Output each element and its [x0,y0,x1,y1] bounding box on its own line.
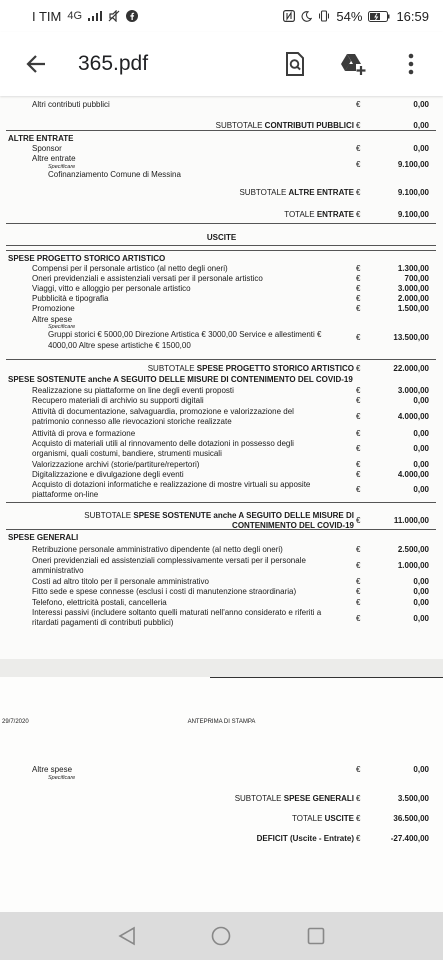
line-label: Digitalizzazione e divulgazione degli eventi [32,470,184,479]
line-label: piattaforme on-line [32,490,99,499]
section-heading: SPESE GENERALI [8,533,79,542]
euro-sign: € [356,598,361,607]
amount-value: 0,00 [413,485,429,494]
subtotal-prefix: SUBTOTALE [215,121,265,130]
euro-sign: € [356,144,361,153]
amount-value: 700,00 [404,274,429,283]
line-label: organismi, quali costumi, bandiere, strumenti musicali [32,449,222,458]
amount-value: 0,00 [413,614,429,623]
euro-sign: € [356,160,361,169]
euro-sign: € [356,429,361,438]
search-in-document-button[interactable] [275,44,315,84]
document-title: 365.pdf [78,52,149,75]
section-heading: SPESE SOSTENUTE anche A SEGUITO DELLE MISURE DI CONTENIMENTO DEL COVID-19 [8,375,353,384]
status-bar [0,0,443,32]
euro-sign: € [356,614,361,623]
line-label: patrimonio connesso alle rievocazioni storiche realizzate [32,417,232,426]
line-label: 4000,00 Altre spese artistiche € 1500,00 [48,341,191,350]
mute-icon [108,10,120,22]
line-label: Oneri previdenziali ed assistenziali complessivamente versati per il personale [32,556,306,565]
amount-value: 0,00 [413,121,429,130]
euro-sign: € [356,210,361,219]
euro-sign: € [356,814,361,823]
battery-percent: 54% [336,8,363,24]
euro-sign: € [356,765,361,774]
line-label: Altre spese [32,315,73,324]
circle-home-icon [211,926,231,946]
line-label: Altri contributi pubblici [32,100,110,109]
euro-sign: € [356,188,361,197]
carrier-label: I TIM [32,8,62,24]
divider [6,250,436,251]
amount-value: 22.000,00 [393,364,429,373]
subtotal-name: USCITE [324,814,354,823]
amount-value: 3.500,00 [397,794,429,803]
subtotal-name: SPESE GENERALI [283,794,354,803]
more-options-button[interactable] [391,44,431,84]
drive-add-icon [340,52,366,76]
euro-sign: € [356,545,361,554]
page-edge [210,677,443,678]
network-type: 4G [67,10,83,22]
signal-icon [88,11,102,21]
line-label: Altre entrate [32,154,76,163]
divider [6,223,436,224]
arrow-back-icon [25,53,47,75]
more-vert-icon [408,53,414,75]
line-label: Fitto sede e spese connesse (esclusi i costi di manutenzione straordinaria) [32,587,297,596]
line-label: Acquisto di dotazioni informatiche e realizzazione di mostre virtuali su apposite [32,480,311,489]
subtotal-label [284,210,354,220]
print-preview-label: ANTEPRIMA DI STAMPA [187,719,256,725]
subtotal-prefix: TOTALE [292,814,325,823]
deficit-label: DEFICIT (Uscite - Entrate) [256,834,354,843]
euro-sign: € [356,561,361,570]
euro-sign: € [356,304,361,313]
amount-value: 36.500,00 [393,814,429,823]
line-label: Pubblicità e tipografia [32,294,109,303]
line-label: Cofinanziamento Comune di Messina [48,170,181,179]
euro-sign: € [356,444,361,453]
app-bar [0,32,443,96]
euro-sign: € [356,364,361,373]
battery-icon [368,11,390,22]
line-label: Retribuzione personale amministrativo dipendente (al netto degli oneri) [32,545,283,554]
euro-sign: € [356,100,361,109]
line-label: Sponsor [32,144,62,153]
line-label: Specificare [48,775,76,781]
subtotal-name: ENTRATE [316,210,354,219]
euro-sign: € [356,396,361,405]
line-label: Promozione [32,304,75,313]
clock: 16:59 [396,8,429,24]
amount-value: 13.500,00 [393,333,429,342]
subtotal-label [235,794,354,804]
vibrate-icon [318,10,330,22]
amount-value: 3.000,00 [397,284,429,293]
euro-sign: € [356,412,361,421]
line-label: Compensi per il personale artistico (al netto degli oneri) [32,264,228,273]
nav-home-button[interactable] [206,921,236,951]
line-label: Gruppi storici € 5000,00 Direzione Artistica € 3000,00 Service e allestimenti € [48,330,322,339]
euro-sign: € [356,274,361,283]
subtotal-label [216,121,354,131]
amount-value: 0,00 [413,144,429,153]
amount-value: 0,00 [413,587,429,596]
triangle-back-icon [118,926,136,946]
subtotal-label [84,511,354,521]
amount-value: 11.000,00 [393,516,429,525]
line-label: Telefono, elettricità postali, cancelleria [32,598,167,607]
amount-value: 0,00 [413,460,429,469]
euro-sign: € [356,333,361,342]
subtotal-prefix: SUBTOTALE [239,188,289,197]
subtotal-name-cont: CONTENIMENTO DEL COVID-19 [232,521,354,530]
section-heading: SPESE PROGETTO STORICO ARTISTICO [8,254,166,263]
line-label: Realizzazione su piattaforme on line degli eventi proposti [32,386,234,395]
subtotal-name: SPESE SOSTENUTE anche A SEGUITO DELLE MISURE DI [133,511,354,520]
nav-back-button[interactable] [112,921,142,951]
line-label: Viaggi, vitto e alloggio per personale artistico [32,284,191,293]
amount-value: 2.500,00 [397,545,429,554]
pdf-viewer[interactable] [0,96,443,912]
euro-sign: € [356,587,361,596]
amount-value: 0,00 [413,429,429,438]
amount-value: 1.500,00 [397,304,429,313]
subtotal-name: ALTRE ENTRATE [288,188,354,197]
line-label: Acquisto di materiali utili al rinnovamento delle dotazioni in possesso degli [32,439,294,448]
line-label: Altre spese [32,765,73,774]
line-label: amministrativo [32,566,84,575]
subtotal-label [292,814,354,824]
amount-value: 2.000,00 [397,294,429,303]
amount-value: 4.000,00 [397,470,429,479]
amount-value: 0,00 [413,396,429,405]
euro-sign: € [356,294,361,303]
divider [6,245,436,246]
line-label: Specificare [48,164,76,170]
amount-value: 0,00 [413,444,429,453]
section-title: USCITE [206,233,237,242]
amount-value: 1.300,00 [397,264,429,273]
euro-sign: € [356,386,361,395]
amount-value: 1.000,00 [397,561,429,570]
subtotal-name: SPESE PROGETTO STORICO ARTISTICO [196,364,354,373]
amount-value: 0,00 [413,577,429,586]
document-search-icon [284,52,306,76]
amount-value: 9.100,00 [397,160,429,169]
facebook-icon [126,10,138,22]
square-recents-icon [307,927,325,945]
amount-value: 3.000,00 [397,386,429,395]
subtotal-prefix: SUBTOTALE [147,364,197,373]
line-label: Attività di documentazione, salvaguardia, promozione e valorizzazione del [32,407,294,416]
euro-sign: € [356,577,361,586]
euro-sign: € [356,284,361,293]
line-label: Specificare [48,324,76,330]
page-gap [0,659,443,677]
line-label: Costi ad altro titolo per il personale amministrativo [32,577,209,586]
line-label: Attività di prova e formazione [32,429,136,438]
euro-sign: € [356,460,361,469]
euro-sign: € [356,516,361,525]
moon-icon [301,11,312,22]
euro-sign: € [356,470,361,479]
line-label: Recupero materiali di archivio su supporti digitali [32,396,204,405]
back-button[interactable] [18,46,54,82]
subtotal-prefix: TOTALE [284,210,317,219]
divider [6,502,436,503]
amount-value: 9.100,00 [397,188,429,197]
line-label: 29/7/2020 [2,719,29,725]
subtotal-prefix: SUBTOTALE [84,511,134,520]
amount-value: -27.400,00 [390,834,429,843]
pdf-page-2 [0,677,443,912]
euro-sign: € [356,121,361,130]
pdf-page-1 [0,96,443,659]
divider [6,529,436,530]
amount-value: 0,00 [413,765,429,774]
amount-value: 0,00 [413,598,429,607]
line-label: ritardati pagamenti di contributi pubblici) [32,618,174,627]
nav-recents-button[interactable] [301,921,331,951]
add-to-drive-button[interactable] [333,44,373,84]
amount-value: 4.000,00 [397,412,429,421]
section-heading: ALTRE ENTRATE [8,134,74,143]
nfc-icon [283,10,295,22]
subtotal-label [148,364,354,374]
euro-sign: € [356,485,361,494]
euro-sign: € [356,794,361,803]
line-label: Interessi passivi (includere soltanto quelli maturati nell'anno considerato e riferiti a [32,608,322,617]
amount-value: 9.100,00 [397,210,429,219]
line-label: Valorizzazione archivi (storie/partiture/repertori) [32,460,200,469]
subtotal-label [239,188,354,198]
subtotal-name: CONTRIBUTI PUBBLICI [264,121,354,130]
amount-value: 0,00 [413,100,429,109]
euro-sign: € [356,264,361,273]
system-nav-bar [0,912,443,960]
divider [6,359,436,360]
subtotal-prefix: SUBTOTALE [234,794,284,803]
euro-sign: € [356,834,361,843]
line-label: Oneri previdenziali e assistenziali versati per il personale artistico [32,274,263,283]
